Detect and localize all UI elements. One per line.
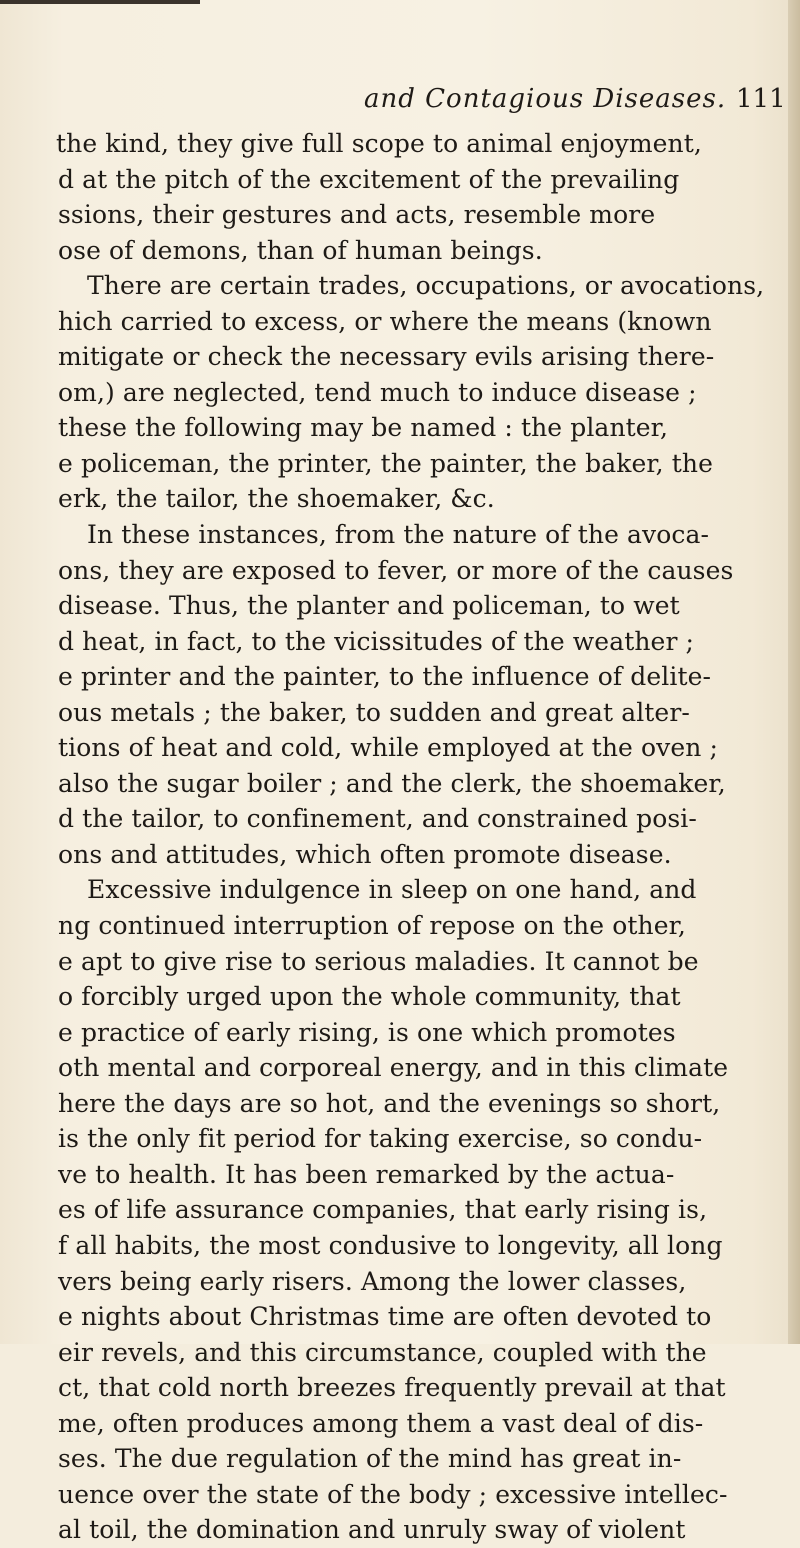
text-line: e apt to give rise to serious maladies. It cannot be [58, 946, 699, 976]
text-line: also the sugar boiler ; and the clerk, the shoemaker, [58, 768, 726, 798]
text-line: here the days are so hot, and the evenings so short, [58, 1088, 721, 1118]
text-line: d at the pitch of the excitement of the prevailing [58, 164, 680, 194]
text-line: ct, that cold north breezes frequently prevail at that [58, 1373, 726, 1403]
text-line: ses. The due regulation of the mind has great in- [58, 1444, 682, 1474]
text-line: ose of demons, than of human beings. [58, 235, 543, 265]
text-line: hich carried to excess, or where the means (known [58, 306, 712, 336]
text-line: d heat, in fact, to the vicissitudes of the weather ; [58, 626, 695, 656]
top-edge-shadow [0, 0, 200, 4]
text-line: tions of heat and cold, while employed at the oven ; [58, 733, 718, 763]
text-line: om,) are neglected, tend much to induce disease ; [58, 377, 697, 407]
text-line: ons, they are exposed to fever, or more of the causes [58, 555, 734, 585]
text-line: mitigate or check the necessary evils arising there- [58, 342, 715, 372]
running-title: and Contagious Diseases. [364, 84, 727, 114]
text-line: e nights about Christmas time are often devoted to [58, 1302, 712, 1332]
text-line: eir revels, and this circumstance, coupled with the [58, 1337, 707, 1367]
text-line: the kind, they give full scope to animal enjoyment, [56, 129, 702, 158]
body-text [0, 126, 780, 1548]
text-line: d the tailor, to confinement, and constrained posi- [58, 804, 697, 834]
text-line: ons and attitudes, which often promote disease. [58, 839, 672, 869]
text-line: ous metals ; the baker, to sudden and great alter- [58, 697, 690, 727]
running-header [0, 84, 800, 120]
text-line: vers being early risers. Among the lower classes, [58, 1266, 687, 1296]
text-line: es of life assurance companies, that early rising is, [58, 1195, 708, 1225]
text-line: In these instances, from the nature of the avoca- [87, 520, 710, 550]
text-line: o forcibly urged upon the whole community, that [58, 982, 681, 1012]
page-edge [788, 0, 800, 1344]
text-line: is the only fit period for taking exercise, so condu- [58, 1124, 703, 1154]
text-line: ng continued interruption of repose on the other, [58, 911, 686, 941]
page-number: 111 [736, 84, 786, 114]
text-line: ve to health. It has been remarked by the actua- [58, 1159, 675, 1189]
text-line: e printer and the painter, to the influence of delite- [58, 662, 712, 692]
text-line: uence over the state of the body ; excessive intellec- [58, 1479, 728, 1509]
text-line: al toil, the domination and unruly sway of violent [58, 1515, 686, 1545]
text-line: me, often produces among them a vast deal of dis- [58, 1408, 704, 1438]
text-line: these the following may be named : the planter, [58, 413, 669, 443]
text-line: e policeman, the printer, the painter, the baker, the [58, 448, 713, 478]
text-line: erk, the tailor, the shoemaker, &c. [58, 484, 495, 514]
text-line: ssions, their gestures and acts, resemble more [58, 200, 656, 230]
text-line: oth mental and corporeal energy, and in this climate [58, 1053, 729, 1083]
text-line: Excessive indulgence in sleep on one hand, and [87, 875, 697, 905]
text-line: disease. Thus, the planter and policeman, to wet [58, 591, 680, 621]
text-line: f all habits, the most condusive to longevity, all long [58, 1230, 723, 1260]
text-line: e practice of early rising, is one which promotes [58, 1017, 676, 1047]
text-line: There are certain trades, occupations, or avocations, [87, 271, 765, 301]
